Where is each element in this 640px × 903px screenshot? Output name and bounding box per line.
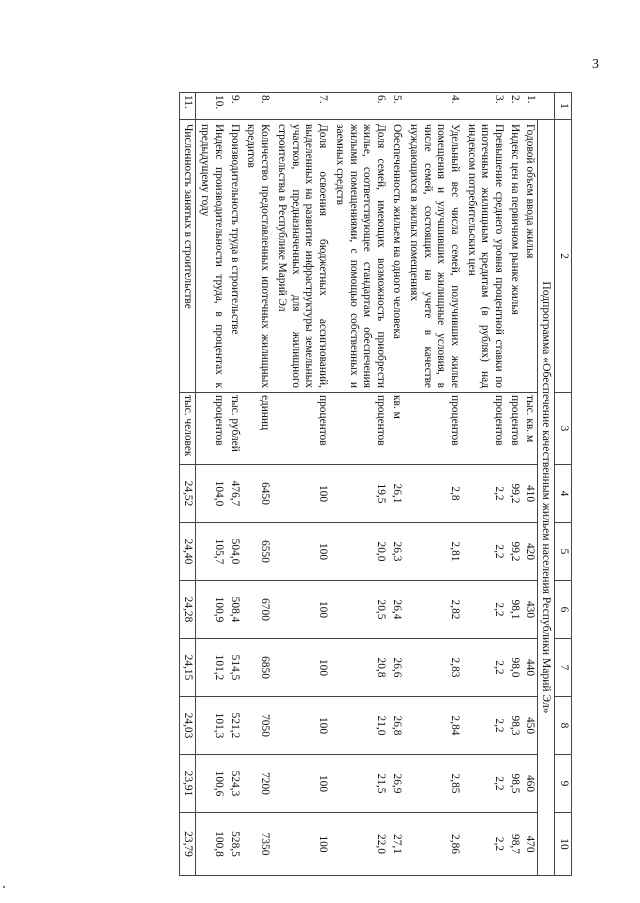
value-cell: 2,2 [462, 755, 506, 813]
header-cell: 2 [555, 120, 572, 393]
unit-cell: кв. м [388, 393, 404, 465]
value-cell: 2,83 [404, 639, 462, 697]
value-cell: 2,81 [404, 523, 462, 581]
value-cell: 430 [522, 581, 538, 639]
value-cell: 2,2 [462, 813, 506, 876]
value-cell: 23,91 [179, 755, 196, 813]
value-cell: 470 [522, 813, 538, 876]
row-number: 1. [522, 93, 538, 120]
table-row [462, 93, 506, 876]
unit-cell: процентов [462, 393, 506, 465]
value-cell: 6450 [242, 465, 272, 523]
value-cell: 6700 [242, 581, 272, 639]
value-cell: 100 [272, 465, 330, 523]
value-cell: 26,6 [388, 639, 404, 697]
indicator-name: Производительность труда в строительстве [226, 120, 242, 393]
subprogram-title-row [538, 93, 555, 876]
value-cell: 101,3 [196, 697, 226, 755]
value-cell: 26,9 [388, 755, 404, 813]
header-cell: 7 [555, 639, 572, 697]
row-number: 3. [462, 93, 506, 120]
unit-cell: тыс. кв. м [522, 393, 538, 465]
value-cell: 98,1 [506, 581, 522, 639]
row-number: 6. [330, 93, 388, 120]
indicator-name: Индекс цен на первичном рынке жилья [506, 120, 522, 393]
header-cell: 3 [555, 393, 572, 465]
indicators-table [179, 92, 572, 876]
value-cell: 2,8 [404, 465, 462, 523]
value-cell: 98,5 [506, 755, 522, 813]
value-cell: 514,5 [226, 639, 242, 697]
indicator-name: Годовой объем ввода жилья [522, 120, 538, 393]
unit-cell: процентов [196, 393, 226, 465]
value-cell: 26,8 [388, 697, 404, 755]
value-cell: 100,6 [196, 755, 226, 813]
value-cell: 440 [522, 639, 538, 697]
value-cell: 7200 [242, 755, 272, 813]
value-cell: 508,4 [226, 581, 242, 639]
value-cell: 98,0 [506, 639, 522, 697]
table-row [388, 93, 404, 876]
value-cell: 100 [272, 639, 330, 697]
value-cell: 6550 [242, 523, 272, 581]
value-cell: 100 [272, 523, 330, 581]
value-cell: 98,7 [506, 813, 522, 876]
value-cell: 26,4 [388, 581, 404, 639]
value-cell: 504,0 [226, 523, 242, 581]
value-cell: 2,2 [462, 697, 506, 755]
value-cell: 2,82 [404, 581, 462, 639]
value-cell: 24,52 [179, 465, 196, 523]
value-cell: 528,5 [226, 813, 242, 876]
indicator-name: Количество предоставленных ипотечных жилищных кредитов [242, 120, 272, 393]
value-cell: 20,0 [330, 523, 388, 581]
value-cell: 100,9 [196, 581, 226, 639]
value-cell: 100,8 [196, 813, 226, 876]
value-cell: 105,7 [196, 523, 226, 581]
value-cell: 104,0 [196, 465, 226, 523]
table-row [506, 93, 522, 876]
header-cell: 8 [555, 697, 572, 755]
value-cell: 460 [522, 755, 538, 813]
indicator-name: Доля освоения бюджетных ассигнований, выделенных на развитие инфраструктуры земельных участков, предназначенных для жилищного строительства в Республике Марий Эл [272, 120, 330, 393]
indicator-name: Превышение среднего уровня процентной ставки по ипотечным жилищным кредитам (в рублях) над индексом потребительских цен [462, 120, 506, 393]
value-cell: 24,40 [179, 523, 196, 581]
value-cell: 476,7 [226, 465, 242, 523]
value-cell: 19,5 [330, 465, 388, 523]
table-row [522, 93, 538, 876]
value-cell: 100 [272, 581, 330, 639]
value-cell: 521,2 [226, 697, 242, 755]
value-cell: 21,5 [330, 755, 388, 813]
header-cell: 9 [555, 755, 572, 813]
value-cell: 2,2 [462, 465, 506, 523]
row-number: 8. [242, 93, 272, 120]
row-number: 10. [196, 93, 226, 120]
header-cell: 4 [555, 465, 572, 523]
value-cell: 20,5 [330, 581, 388, 639]
value-cell: 98,3 [506, 697, 522, 755]
value-cell: 2,2 [462, 581, 506, 639]
value-cell: 100 [272, 755, 330, 813]
unit-cell: единиц [242, 393, 272, 465]
value-cell: 100 [272, 813, 330, 876]
value-cell: 524,3 [226, 755, 242, 813]
page-number: 3 [592, 57, 599, 72]
table-row [226, 93, 242, 876]
unit-cell: процентов [330, 393, 388, 465]
value-cell: 100 [272, 697, 330, 755]
unit-cell: процентов [506, 393, 522, 465]
value-cell: 24,15 [179, 639, 196, 697]
value-cell: 101,2 [196, 639, 226, 697]
row-number: 5. [388, 93, 404, 120]
value-cell: 7350 [242, 813, 272, 876]
value-cell: 2,86 [404, 813, 462, 876]
table-row [330, 93, 388, 876]
header-cell: 10 [555, 813, 572, 876]
value-cell: 2,2 [462, 639, 506, 697]
header-cell: 5 [555, 523, 572, 581]
value-cell: 22,0 [330, 813, 388, 876]
unit-cell: тыс. рублей [226, 393, 242, 465]
value-cell: 26,3 [388, 523, 404, 581]
value-cell: 2,85 [404, 755, 462, 813]
value-cell: 21,0 [330, 697, 388, 755]
rotated-table-container [19, 92, 572, 875]
table-row [196, 93, 226, 876]
unit-cell: тыс. человек [179, 393, 196, 465]
indicator-name: Численность занятых в строительстве [179, 120, 196, 393]
header-cell: 1 [555, 93, 572, 120]
value-cell: 420 [522, 523, 538, 581]
indicator-name: Индекс производительности труда, в процентах к предыдущему году [196, 120, 226, 393]
value-cell: 20,8 [330, 639, 388, 697]
value-cell: 2,84 [404, 697, 462, 755]
header-cell: 6 [555, 581, 572, 639]
row-number: 11. [179, 93, 196, 120]
value-cell: 24,28 [179, 581, 196, 639]
value-cell: 2,2 [462, 523, 506, 581]
table-row [179, 93, 196, 876]
scan-dot [3, 886, 5, 888]
value-cell: 6850 [242, 639, 272, 697]
value-cell: 7050 [242, 697, 272, 755]
value-cell: 23,79 [179, 813, 196, 876]
subprogram-title: Подпрограмма «Обеспечение качественным жильем населения Республики Марий Эл» [538, 120, 555, 876]
row-number: 2. [506, 93, 522, 120]
row-number: 7. [272, 93, 330, 120]
table-row [272, 93, 330, 876]
value-cell: 410 [522, 465, 538, 523]
indicator-name: Удельный вес числа семей, получивших жилые помещения и улучшивших жилищные условия, в числе семей, состоящих на учете в качестве нуждающихся в жилых помещениях [404, 120, 462, 393]
value-cell: 24,03 [179, 697, 196, 755]
row-number: 9. [226, 93, 242, 120]
unit-cell: процентов [404, 393, 462, 465]
table-row [242, 93, 272, 876]
table-row [404, 93, 462, 876]
value-cell: 26,1 [388, 465, 404, 523]
value-cell: 99,2 [506, 523, 522, 581]
row-number: 4. [404, 93, 462, 120]
value-cell: 27,1 [388, 813, 404, 876]
indicator-name: Доля семей, имеющих возможность приобрести жилье, соответствующее стандартам обеспечения жилыми помещениями, с помощью собственных и заемных средств [330, 120, 388, 393]
value-cell: 450 [522, 697, 538, 755]
value-cell: 99,2 [506, 465, 522, 523]
table-rows [179, 93, 538, 876]
unit-cell: процентов [272, 393, 330, 465]
table-header-row [555, 93, 572, 876]
indicator-name: Обеспеченность жильем на одного человека [388, 120, 404, 393]
